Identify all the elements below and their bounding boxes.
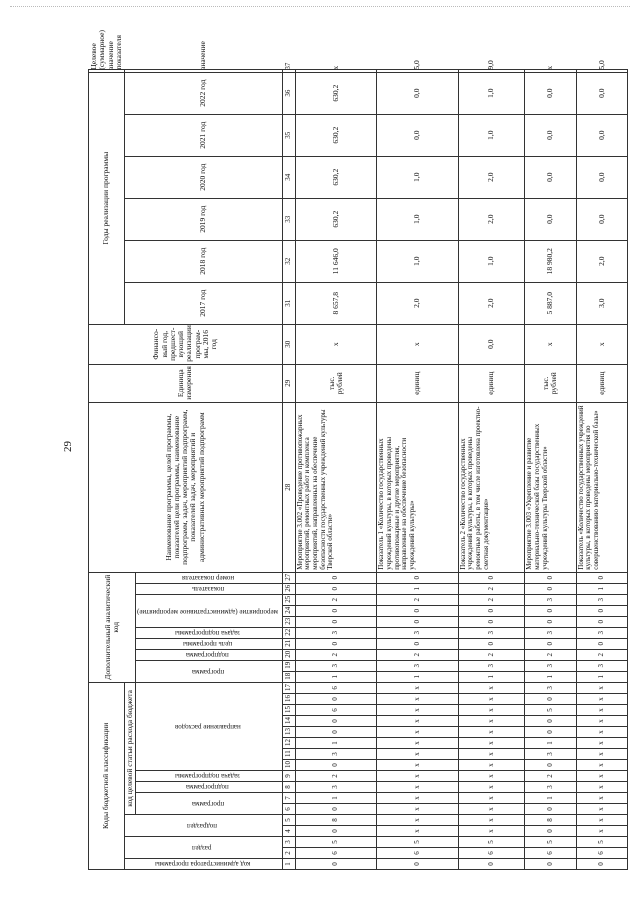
column-number: 3 <box>282 837 295 848</box>
code-digit: 0 <box>377 638 459 649</box>
code-digit: 0 <box>458 616 524 627</box>
code-digit: 0 <box>377 572 459 583</box>
code-digit: 0 <box>525 727 576 738</box>
code-digit: 0 <box>576 605 627 616</box>
code-digit: 3 <box>576 660 627 671</box>
column-number: 10 <box>282 760 295 771</box>
column-number: 6 <box>282 804 295 815</box>
code-digit: 8 <box>525 815 576 826</box>
code-digit: 6 <box>458 848 524 859</box>
code-digit: х <box>458 815 524 826</box>
column-number: 21 <box>282 638 295 649</box>
row-year-value: 0,0 <box>576 156 627 198</box>
code-digit: 3 <box>458 627 524 638</box>
code-digit: 0 <box>525 826 576 837</box>
column-number: 33 <box>282 198 295 240</box>
code-digit: х <box>458 826 524 837</box>
header-years: Годы реализации программы <box>89 72 125 324</box>
code-digit: 3 <box>295 749 377 760</box>
code-digit: х <box>458 682 524 693</box>
code-digit: х <box>377 815 459 826</box>
vh-expense-direction: направление расходов <box>136 682 282 770</box>
code-digit: 6 <box>525 848 576 859</box>
vh-activity: мероприятие (административное мероприятие) <box>136 594 282 627</box>
column-number: 19 <box>282 660 295 671</box>
row-target: х <box>295 69 377 72</box>
row-year-value: 2,0 <box>458 156 524 198</box>
code-digit: 1 <box>295 738 377 749</box>
code-digit: 0 <box>295 826 377 837</box>
table-row <box>295 69 377 869</box>
code-digit: 1 <box>295 793 377 804</box>
row-target: х <box>525 69 576 72</box>
row-year-value: 2,0 <box>458 198 524 240</box>
vh-extra-program: программа <box>136 660 282 682</box>
header-name: Наименование программы, целей программы, показателей цели программы, наименование подпрограмм, задач, мероприятий подпрограмм, показателей задач, мероприятий и административных мероприятий подпрограмм <box>89 402 283 572</box>
vh-subprogram-task: задача подпрограммы <box>136 771 282 782</box>
code-digit: 5 <box>377 837 459 848</box>
code-digit: х <box>576 782 627 793</box>
code-digit: 2 <box>295 594 377 605</box>
column-number: 1 <box>282 859 295 870</box>
row-unit: единиц <box>576 364 627 402</box>
budget-table <box>88 30 628 870</box>
row-year-value: 1,0 <box>377 156 459 198</box>
code-digit: х <box>377 782 459 793</box>
column-number: 12 <box>282 738 295 749</box>
column-number: 30 <box>282 324 295 364</box>
column-number: 9 <box>282 771 295 782</box>
vh-program-goal: цель программы <box>136 638 282 649</box>
header-target: Целевое (суммарное) значение показателя <box>89 69 125 72</box>
column-number: 15 <box>282 705 295 716</box>
vh-subprogram: подпрограмма <box>136 782 282 793</box>
year-2019: 2019 год <box>125 198 283 240</box>
code-digit: 1 <box>576 671 627 682</box>
code-digit: 6 <box>295 705 377 716</box>
code-digit: 2 <box>525 649 576 660</box>
code-digit: 0 <box>458 859 524 870</box>
row-fin-2016: 0,0 <box>458 324 524 364</box>
code-digit: 0 <box>525 572 576 583</box>
code-digit: 3 <box>525 749 576 760</box>
code-digit: х <box>576 682 627 693</box>
row-year-value: 0,0 <box>377 114 459 156</box>
row-year-value: 11 646,0 <box>295 240 377 282</box>
code-digit: 1 <box>525 671 576 682</box>
column-number: 17 <box>282 682 295 693</box>
code-digit: х <box>458 716 524 727</box>
row-year-value: 0,0 <box>525 156 576 198</box>
code-digit: 2 <box>377 594 459 605</box>
code-digit: 5 <box>576 837 627 848</box>
code-digit: х <box>377 682 459 693</box>
code-digit: 1 <box>458 671 524 682</box>
code-digit: 3 <box>377 627 459 638</box>
column-number: 35 <box>282 114 295 156</box>
code-digit: 0 <box>525 583 576 594</box>
row-fin-2016: х <box>576 324 627 364</box>
code-digit: 3 <box>295 627 377 638</box>
year-2018: 2018 год <box>125 240 283 282</box>
code-digit: 0 <box>295 572 377 583</box>
column-number: 36 <box>282 72 295 114</box>
row-year-value: 1,0 <box>458 114 524 156</box>
column-number: 25 <box>282 594 295 605</box>
header-fin: Финансо-вый год, предшест-вующий реализации програм-мы, 2016 год <box>89 324 283 364</box>
code-digit: х <box>377 727 459 738</box>
row-year-value: 0,0 <box>525 114 576 156</box>
column-number: 20 <box>282 649 295 660</box>
row-year-value: 0,0 <box>525 198 576 240</box>
code-digit: 0 <box>295 859 377 870</box>
code-digit: 0 <box>576 638 627 649</box>
year-2020: 2020 год <box>125 156 283 198</box>
vh-indicator-number: номер показателя <box>136 572 282 583</box>
code-digit: х <box>377 793 459 804</box>
row-unit: единиц <box>377 364 459 402</box>
column-number: 4 <box>282 826 295 837</box>
code-digit: 0 <box>525 716 576 727</box>
code-digit: 3 <box>576 594 627 605</box>
code-digit: х <box>576 804 627 815</box>
code-digit: х <box>576 771 627 782</box>
code-digit: 0 <box>295 804 377 815</box>
code-digit: 0 <box>458 605 524 616</box>
code-digit: х <box>576 727 627 738</box>
code-digit: х <box>576 705 627 716</box>
row-year-value: 2,0 <box>377 282 459 324</box>
row-year-value: 1,0 <box>377 198 459 240</box>
row-year-value: 3,0 <box>576 282 627 324</box>
code-digit: 0 <box>525 616 576 627</box>
code-digit: 0 <box>576 859 627 870</box>
page-number: 29 <box>62 441 74 452</box>
budget-table-sheet <box>88 30 628 870</box>
row-description: Показатель 1 «Количество государственных учреждений культуры, в которых проведены противопожарные и другие мероприятия, направленные на обеспечение безопасности учреждений культуры» <box>377 402 459 572</box>
code-digit: 0 <box>295 616 377 627</box>
vh-program: программа <box>136 793 282 815</box>
row-year-value: 18 980,2 <box>525 240 576 282</box>
code-digit: 0 <box>295 605 377 616</box>
code-digit: х <box>458 782 524 793</box>
code-digit: 0 <box>295 583 377 594</box>
code-digit: х <box>458 705 524 716</box>
code-digit: 3 <box>525 682 576 693</box>
table-row <box>576 69 627 869</box>
code-digit: х <box>377 694 459 705</box>
row-target: 9,0 <box>458 69 524 72</box>
row-year-value: 630,2 <box>295 114 377 156</box>
column-number: 18 <box>282 671 295 682</box>
code-digit: 0 <box>576 572 627 583</box>
row-description: Показатель 2 «Количество государственных учреждений культуры, в которых проведены ремонтные работы, в том числе изготовлена проектно-сметная документация» <box>458 402 524 572</box>
row-fin-2016: х <box>377 324 459 364</box>
column-number: 16 <box>282 694 295 705</box>
code-digit: х <box>576 760 627 771</box>
header-codes: Коды бюджетной классификации <box>89 682 125 869</box>
code-digit: 0 <box>576 616 627 627</box>
column-number: 7 <box>282 793 295 804</box>
code-digit: 3 <box>295 660 377 671</box>
code-digit: 2 <box>458 583 524 594</box>
code-digit: х <box>576 815 627 826</box>
code-digit: 2 <box>458 649 524 660</box>
code-digit: х <box>576 716 627 727</box>
column-number: 26 <box>282 583 295 594</box>
header-target-value: значение <box>125 69 283 72</box>
code-digit: х <box>576 793 627 804</box>
code-digit: 0 <box>525 760 576 771</box>
row-year-value: 5 887,0 <box>525 282 576 324</box>
column-number: 32 <box>282 240 295 282</box>
code-digit: 0 <box>525 605 576 616</box>
top-scan-line <box>10 6 630 13</box>
code-digit: х <box>458 771 524 782</box>
code-digit: 2 <box>458 594 524 605</box>
year-2022: 2022 год <box>125 72 283 114</box>
column-number: 2 <box>282 848 295 859</box>
column-number: 29 <box>282 364 295 402</box>
code-digit: х <box>377 760 459 771</box>
vh-subsection: подраздел <box>125 815 283 837</box>
code-digit: 5 <box>525 705 576 716</box>
row-fin-2016: х <box>295 324 377 364</box>
code-digit: 0 <box>295 727 377 738</box>
code-digit: 1 <box>525 793 576 804</box>
code-digit: х <box>458 694 524 705</box>
code-digit: х <box>458 749 524 760</box>
code-digit: х <box>576 694 627 705</box>
code-digit: 1 <box>377 671 459 682</box>
row-year-value: 1,0 <box>458 72 524 114</box>
vh-indicator: показатель <box>136 583 282 594</box>
column-number: 5 <box>282 815 295 826</box>
code-digit: 1 <box>377 583 459 594</box>
row-target: 5,0 <box>576 69 627 72</box>
vh-admin-code: код администратора программы <box>125 859 283 870</box>
code-digit: 3 <box>525 627 576 638</box>
row-year-value: 0,0 <box>525 72 576 114</box>
row-description: Мероприятие 3.002 «Проведение противопожарных мероприятий, ремонтных работ и комплекса мероприятий, направленных на обеспечение безопасности государственных учреждений культуры Тверской области» <box>295 402 377 572</box>
code-digit: 0 <box>458 638 524 649</box>
code-digit: 6 <box>295 848 377 859</box>
code-digit: 0 <box>377 616 459 627</box>
column-number-row <box>282 69 295 869</box>
column-number: 23 <box>282 616 295 627</box>
code-digit: 0 <box>525 804 576 815</box>
column-number: 27 <box>282 572 295 583</box>
code-digit: х <box>458 727 524 738</box>
code-digit: 3 <box>525 782 576 793</box>
code-digit: х <box>576 826 627 837</box>
code-digit: 0 <box>458 572 524 583</box>
code-digit: 2 <box>525 771 576 782</box>
code-digit: 6 <box>377 848 459 859</box>
code-digit: х <box>377 738 459 749</box>
header-extra: Дополнительный аналитический код <box>89 572 136 682</box>
row-year-value: 630,2 <box>295 198 377 240</box>
row-year-value: 1,0 <box>377 240 459 282</box>
code-digit: х <box>458 804 524 815</box>
table-row <box>458 69 524 869</box>
table-row <box>525 69 576 869</box>
row-year-value: 2,0 <box>576 240 627 282</box>
vh-extra-subprogram: подпрограмма <box>136 649 282 660</box>
code-digit: х <box>377 771 459 782</box>
code-digit: 3 <box>576 627 627 638</box>
code-digit: 3 <box>525 594 576 605</box>
code-digit: 8 <box>295 815 377 826</box>
row-year-value: 0,0 <box>576 72 627 114</box>
row-year-value: 2,0 <box>458 282 524 324</box>
vh-section: раздел <box>125 837 283 859</box>
code-digit: х <box>458 793 524 804</box>
row-description: Мероприятие 3.003 «Укрепление и развитие материально-технической базы государственных учреждений культуры Тверской области» <box>525 402 576 572</box>
column-number: 28 <box>282 402 295 572</box>
column-number: 24 <box>282 605 295 616</box>
code-digit: 1 <box>525 738 576 749</box>
row-year-value: 8 657,8 <box>295 282 377 324</box>
code-digit: х <box>377 716 459 727</box>
column-number: 22 <box>282 627 295 638</box>
column-number: 11 <box>282 749 295 760</box>
row-target: 5,0 <box>377 69 459 72</box>
year-2017: 2017 год <box>125 282 283 324</box>
code-digit: 3 <box>377 660 459 671</box>
code-digit: 3 <box>525 660 576 671</box>
row-year-value: 0,0 <box>377 72 459 114</box>
code-digit: 0 <box>525 638 576 649</box>
code-digit: 0 <box>377 859 459 870</box>
row-year-value: 1,0 <box>458 240 524 282</box>
row-unit: тыс. рублей <box>525 364 576 402</box>
code-digit: х <box>377 804 459 815</box>
code-digit: 6 <box>295 682 377 693</box>
column-number: 37 <box>282 69 295 72</box>
code-digit: 3 <box>295 782 377 793</box>
row-fin-2016: х <box>525 324 576 364</box>
code-digit: 2 <box>576 649 627 660</box>
column-number: 31 <box>282 282 295 324</box>
code-digit: 2 <box>295 649 377 660</box>
code-digit: 1 <box>295 671 377 682</box>
table-row <box>377 69 459 869</box>
column-number: 8 <box>282 782 295 793</box>
code-digit: 2 <box>377 649 459 660</box>
header-target-code: код целевой статьи расхода бюджета <box>125 682 136 814</box>
code-digit: 0 <box>295 716 377 727</box>
code-digit: 0 <box>295 638 377 649</box>
code-digit: 5 <box>525 837 576 848</box>
code-digit: 1 <box>576 583 627 594</box>
row-year-value: 630,2 <box>295 156 377 198</box>
vh-extra-task: задача подпрограммы <box>136 627 282 638</box>
code-digit: 5 <box>295 837 377 848</box>
code-digit: х <box>458 738 524 749</box>
code-digit: х <box>576 738 627 749</box>
code-digit: 3 <box>458 660 524 671</box>
row-unit: единиц <box>458 364 524 402</box>
code-digit: 0 <box>525 859 576 870</box>
code-digit: х <box>377 826 459 837</box>
row-unit: тыс. рублей <box>295 364 377 402</box>
row-year-value: 630,2 <box>295 72 377 114</box>
code-digit: 5 <box>458 837 524 848</box>
code-digit: х <box>458 760 524 771</box>
row-year-value: 0,0 <box>576 114 627 156</box>
code-digit: 0 <box>295 694 377 705</box>
column-number: 34 <box>282 156 295 198</box>
code-digit: 0 <box>295 760 377 771</box>
code-digit: 2 <box>295 771 377 782</box>
header-unit: Единица измерения <box>89 364 283 402</box>
code-digit: х <box>576 749 627 760</box>
code-digit: 0 <box>377 605 459 616</box>
year-2021: 2021 год <box>125 114 283 156</box>
row-year-value: 0,0 <box>576 198 627 240</box>
row-description: Показатель «Количество государственных учреждений культуры, в которых проведены мероприятия по совершенствованию материально-технической базы» <box>576 402 627 572</box>
column-number: 14 <box>282 716 295 727</box>
column-number: 13 <box>282 727 295 738</box>
code-digit: х <box>377 705 459 716</box>
code-digit: 0 <box>525 694 576 705</box>
code-digit: х <box>377 749 459 760</box>
code-digit: 6 <box>576 848 627 859</box>
